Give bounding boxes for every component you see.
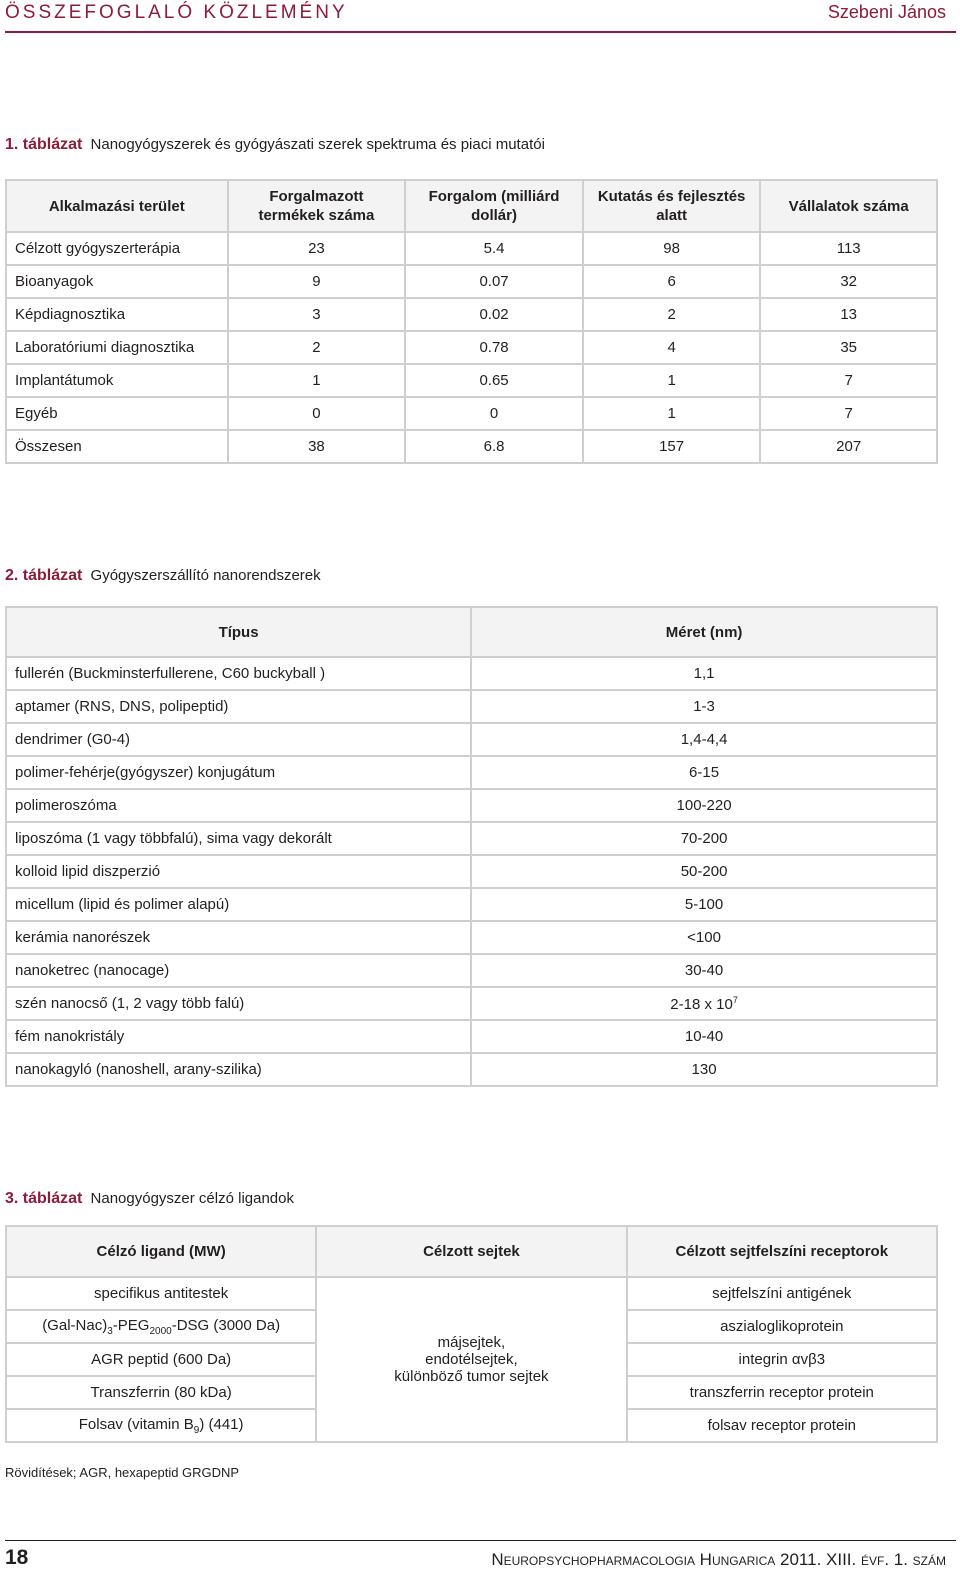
header-rule xyxy=(5,31,956,33)
size-value: 2-18 x 10 xyxy=(670,995,733,1013)
table2-header-row xyxy=(6,607,937,657)
value-cell: 98 xyxy=(583,232,761,265)
size-cell xyxy=(471,690,937,723)
table-row xyxy=(6,954,937,987)
target-cell-line: endotélsejtek, xyxy=(425,1351,518,1368)
size-cell xyxy=(471,756,937,789)
size-cell xyxy=(471,657,937,690)
size-cell xyxy=(471,921,937,954)
target-cell-line: májsejtek, xyxy=(437,1334,506,1351)
size-value: 70-200 xyxy=(680,830,728,847)
page-number: 18 xyxy=(5,1546,29,1569)
ligand-text: Folsav (vitamin B xyxy=(78,1415,194,1433)
table3-header-cell: Célzó ligand (MW) xyxy=(6,1226,316,1277)
row-label-cell: Célzott gyógyszerterápia xyxy=(6,232,228,265)
table-row xyxy=(6,987,937,1020)
size-value: 6-15 xyxy=(689,764,720,781)
target-cells-cell xyxy=(316,1277,626,1442)
type-cell: liposzóma (1 vagy többfalú), sima vagy dekorált xyxy=(6,822,471,855)
table2-caption xyxy=(5,567,321,585)
table2-header-cell: Méret (nm) xyxy=(471,607,937,657)
author-name: Szebeni János xyxy=(827,2,946,22)
size-value: <100 xyxy=(687,929,721,946)
type-cell: fém nanokristály xyxy=(6,1020,471,1053)
value-cell: 4 xyxy=(583,331,761,364)
value-cell: 0.02 xyxy=(405,298,583,331)
value-cell: 6 xyxy=(583,265,761,298)
value-cell: 0.78 xyxy=(405,331,583,364)
value-cell: 0.65 xyxy=(405,364,583,397)
receptor-cell: sejtfelszíni antigének xyxy=(627,1277,937,1310)
type-cell: aptamer (RNS, DNS, polipeptid) xyxy=(6,690,471,723)
value-cell: 0.07 xyxy=(405,265,583,298)
value-cell: 35 xyxy=(760,331,937,364)
table-row xyxy=(6,921,937,954)
size-value: 50-200 xyxy=(680,863,728,880)
page-footer xyxy=(0,1540,960,1596)
size-cell xyxy=(471,822,937,855)
value-cell: 2 xyxy=(583,298,761,331)
value-cell: 23 xyxy=(228,232,406,265)
value-cell: 0 xyxy=(405,397,583,430)
value-cell: 2 xyxy=(228,331,406,364)
value-cell: 13 xyxy=(760,298,937,331)
type-cell: kolloid lipid diszperzió xyxy=(6,855,471,888)
row-label-cell: Képdiagnosztika xyxy=(6,298,228,331)
table-row xyxy=(6,855,937,888)
table-row xyxy=(6,756,937,789)
size-cell xyxy=(471,987,937,1020)
table1-header-cell: Forgalmazott termékek száma xyxy=(228,180,406,232)
ligand-text: -DSG (3000 Da) xyxy=(171,1316,281,1334)
type-cell: nanoketrec (nanocage) xyxy=(6,954,471,987)
ligand-subscript: 9 xyxy=(193,1424,200,1436)
value-cell: 157 xyxy=(583,430,761,463)
type-cell: polimeroszóma xyxy=(6,789,471,822)
receptor-cell: folsav receptor protein xyxy=(627,1409,937,1442)
table-row xyxy=(6,265,937,298)
table-row xyxy=(6,331,937,364)
ligand-cell: Transzferrin (80 kDa) xyxy=(6,1376,316,1409)
table-row xyxy=(6,232,937,265)
table-row xyxy=(6,822,937,855)
size-cell xyxy=(471,789,937,822)
table1-title: Nanogyógyszerek és gyógyászati szerek spektruma és piaci mutatói xyxy=(90,136,545,153)
type-cell: micellum (lipid és polimer alapú) xyxy=(6,888,471,921)
size-value: 1,1 xyxy=(693,665,715,682)
ligand-cell xyxy=(6,1409,316,1442)
table3-title: Nanogyógyszer célzó ligandok xyxy=(90,1190,294,1207)
type-cell: kerámia nanorészek xyxy=(6,921,471,954)
value-cell: 0 xyxy=(228,397,406,430)
row-label-cell: Laboratóriumi diagnosztika xyxy=(6,331,228,364)
table-row xyxy=(6,657,937,690)
table1-header-cell: Forgalom (milliárd dollár) xyxy=(405,180,583,232)
row-label-cell: Implantátumok xyxy=(6,364,228,397)
value-cell: 7 xyxy=(760,397,937,430)
table1-header-cell: Alkalmazási terület xyxy=(6,180,228,232)
size-value: 10-40 xyxy=(684,1028,724,1045)
size-value: 130 xyxy=(691,1061,717,1078)
ligand-text: (Gal-Nac) xyxy=(42,1316,108,1334)
size-value: 30-40 xyxy=(684,962,724,979)
type-cell: fullerén (Buckminsterfullerene, C60 buckyball ) xyxy=(6,657,471,690)
abbreviations-note: Rövidítések; AGR, hexapeptid GRGDNP xyxy=(5,1465,240,1480)
value-cell: 3 xyxy=(228,298,406,331)
table-row xyxy=(6,1277,937,1310)
table1-caption xyxy=(5,136,545,154)
table-row xyxy=(6,1020,937,1053)
type-cell: polimer-fehérje(gyógyszer) konjugátum xyxy=(6,756,471,789)
value-cell: 207 xyxy=(760,430,937,463)
ligand-subscript: 2000 xyxy=(149,1325,172,1337)
table3-number: 3. táblázat xyxy=(5,1190,83,1207)
table-row xyxy=(6,1053,937,1086)
ligand-subscript: 3 xyxy=(107,1325,113,1337)
table-row xyxy=(6,397,937,430)
page-header xyxy=(0,0,960,36)
size-cell xyxy=(471,954,937,987)
table3 xyxy=(5,1225,938,1443)
size-value: 1,4-4,4 xyxy=(680,731,728,748)
table3-header-cell: Célzott sejtek xyxy=(316,1226,626,1277)
table1-number: 1. táblázat xyxy=(5,136,83,153)
value-cell: 32 xyxy=(760,265,937,298)
table1-header-cell: Kutatás és fejlesztés alatt xyxy=(583,180,761,232)
type-cell: nanokagyló (nanoshell, arany-szilika) xyxy=(6,1053,471,1086)
receptor-cell: aszialoglikoprotein xyxy=(627,1310,937,1343)
ligand-cell: specifikus antitestek xyxy=(6,1277,316,1310)
ligand-text: -PEG xyxy=(112,1316,150,1334)
size-cell xyxy=(471,855,937,888)
table2-number: 2. táblázat xyxy=(5,567,83,584)
table-row xyxy=(6,430,937,463)
table3-header-row xyxy=(6,1226,937,1277)
table-row xyxy=(6,690,937,723)
table-row xyxy=(6,789,937,822)
size-value: 100-220 xyxy=(676,797,732,814)
table-row xyxy=(6,298,937,331)
target-cell-line: különböző tumor sejtek xyxy=(394,1368,549,1385)
table2-title: Gyógyszerszállító nanorendszerek xyxy=(90,567,321,584)
value-cell: 113 xyxy=(760,232,937,265)
value-cell: 1 xyxy=(583,364,761,397)
value-cell: 6.8 xyxy=(405,430,583,463)
size-cell xyxy=(471,1053,937,1086)
value-cell: 5.4 xyxy=(405,232,583,265)
value-cell: 1 xyxy=(228,364,406,397)
row-label-cell: Bioanyagok xyxy=(6,265,228,298)
table1 xyxy=(5,179,938,464)
table2-header-cell: Típus xyxy=(6,607,471,657)
size-value: 1-3 xyxy=(693,698,715,715)
table2 xyxy=(5,606,938,1087)
ligand-text: ) (441) xyxy=(199,1415,244,1433)
row-label-cell: Összesen xyxy=(6,430,228,463)
table3-caption xyxy=(5,1190,294,1208)
size-cell xyxy=(471,1020,937,1053)
row-label-cell: Egyéb xyxy=(6,397,228,430)
size-exponent: 7 xyxy=(732,994,738,1005)
footer-rule xyxy=(5,1540,956,1541)
value-cell: 1 xyxy=(583,397,761,430)
type-cell: dendrimer (G0-4) xyxy=(6,723,471,756)
table1-header-row xyxy=(6,180,937,232)
table-row xyxy=(6,723,937,756)
value-cell: 9 xyxy=(228,265,406,298)
table-row xyxy=(6,364,937,397)
value-cell: 7 xyxy=(760,364,937,397)
value-cell: 38 xyxy=(228,430,406,463)
table1-header-cell: Vállalatok száma xyxy=(760,180,937,232)
ligand-cell: AGR peptid (600 Da) xyxy=(6,1343,316,1376)
size-cell xyxy=(471,888,937,921)
journal-citation: Neuropsychopharmacologia Hungarica 2011. XIII. évf. 1. szám xyxy=(491,1550,946,1569)
receptor-cell: integrin αvβ3 xyxy=(627,1343,937,1376)
type-cell: szén nanocső (1, 2 vagy több falú) xyxy=(6,987,471,1020)
table3-header-cell: Célzott sejtfelszíni receptorok xyxy=(627,1226,937,1277)
ligand-cell xyxy=(6,1310,316,1343)
size-cell xyxy=(471,723,937,756)
receptor-cell: transzferrin receptor protein xyxy=(627,1376,937,1409)
size-value: 5-100 xyxy=(684,896,724,913)
section-label: ÖSSZEFOGLALÓ KÖZLEMÉNY xyxy=(5,2,348,23)
table-row xyxy=(6,888,937,921)
